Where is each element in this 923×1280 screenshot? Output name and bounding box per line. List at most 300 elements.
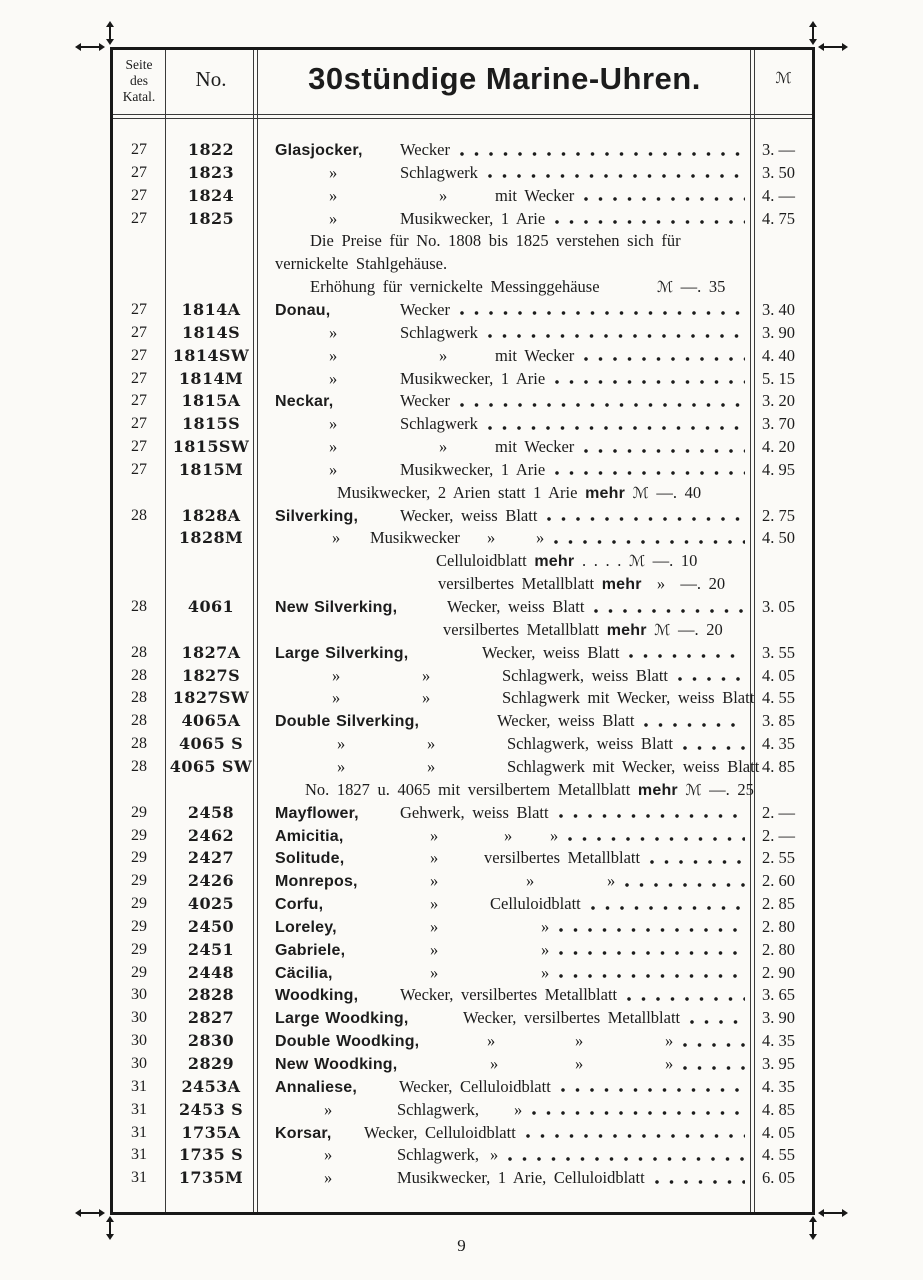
description-segment: Gabriele, [275, 941, 346, 959]
page-title: 30stündige Marine-Uhren. [308, 61, 701, 96]
table-row [113, 138, 812, 161]
registration-mark-top-right-h [821, 46, 845, 48]
price-cell: 4. — [762, 185, 795, 205]
description-cell [275, 846, 750, 869]
price-cell: 4. 40 [762, 345, 795, 365]
description-segment: mit Wecker [495, 185, 575, 205]
description-segment: Schlagwerk [400, 322, 478, 342]
description-segment: Corfu, [275, 896, 324, 914]
table-row [113, 892, 812, 915]
catalog-page-cell: 27 [131, 323, 147, 341]
price-cell: 4. 20 [762, 437, 795, 457]
price-cell: 4. 05 [762, 665, 795, 685]
item-number-cell: 1828M [178, 528, 244, 548]
price-cell: 2. — [762, 802, 795, 822]
catalog-page-cell: 28 [131, 735, 147, 753]
description-segment: Musikwecker, 1 Arie [400, 459, 546, 479]
description-segment: » [439, 345, 448, 365]
item-number-cell: 2451 [187, 939, 235, 959]
mark-currency-symbol: ℳ [685, 780, 702, 799]
dot-leader [625, 869, 745, 892]
catalog-page-cell: 31 [131, 1146, 147, 1164]
header-rule-a [113, 114, 812, 115]
description-cell [275, 595, 750, 618]
table-row [113, 412, 812, 435]
description-cell [275, 961, 750, 984]
description-segment: vernickelte Stahlgehäuse. [275, 254, 448, 274]
price-cell: 2. — [762, 825, 795, 845]
price-cell: 4. 50 [762, 528, 795, 548]
description-cell [275, 435, 750, 458]
description-cell [275, 778, 754, 801]
dot-leader [568, 824, 745, 847]
catalog-page-cell: 30 [131, 1032, 147, 1050]
description-cell [275, 252, 750, 275]
description-segment: Musikwecker, 1 Arie [400, 368, 546, 388]
dot-leader [559, 915, 745, 938]
dot-leader [488, 412, 745, 435]
description-segment: Glasjocker, [275, 142, 363, 159]
dot-leader [547, 504, 745, 527]
note-row [113, 252, 812, 275]
price-cell: 2. 55 [762, 848, 795, 868]
catalog-page-cell: 29 [131, 803, 147, 821]
description-segment: Schlagwerk, weiss Blatt [502, 665, 669, 685]
dot-leader [460, 389, 745, 412]
item-number-cell: 1815M [178, 459, 244, 479]
price-cell: 2. 90 [762, 962, 795, 982]
description-cell [275, 321, 750, 344]
table-row [113, 389, 812, 412]
dot-leader [683, 1029, 745, 1052]
description-segment: Cäcilia, [275, 964, 333, 982]
registration-mark-top-right-v [812, 24, 814, 42]
note-row [113, 778, 812, 801]
description-cell [275, 755, 760, 778]
dot-leader [559, 801, 745, 824]
header-number-column: No. [195, 67, 227, 91]
dot-leader [678, 664, 745, 687]
dot-leader [526, 1121, 745, 1144]
description-cell [275, 161, 750, 184]
item-number-cell: 1735M [178, 1168, 244, 1188]
item-number-cell: 4065 SW [169, 756, 253, 776]
catalog-page-cell: 28 [131, 506, 147, 524]
price-cell: 4. 35 [762, 734, 795, 754]
description-segment: » [427, 734, 436, 754]
catalog-page-cell: 30 [131, 986, 147, 1004]
item-number-cell: 2426 [187, 871, 235, 891]
item-number-cell: 1814M [178, 368, 244, 388]
catalog-page-cell: 29 [131, 917, 147, 935]
dot-leader [584, 435, 745, 458]
description-segment: Schlagwerk mit Wecker, weiss Blatt [507, 756, 760, 776]
description-segment: » [665, 1031, 674, 1051]
description-segment: Silverking, [275, 507, 359, 525]
description-segment: versilbertes Metallblatt [484, 848, 641, 868]
item-number-cell: 2458 [187, 802, 235, 822]
description-cell [275, 983, 750, 1006]
item-number-cell: 2448 [187, 962, 235, 982]
item-number-cell: 4065A [181, 711, 241, 731]
description-cell [275, 1166, 750, 1189]
description-segment: » [329, 162, 338, 182]
price-cell: 3. 55 [762, 642, 795, 662]
dot-leader [559, 938, 745, 961]
description-cell [275, 801, 750, 824]
description-segment: Woodking, [275, 987, 359, 1005]
description-segment: » [526, 871, 535, 891]
catalog-page-cell: 29 [131, 895, 147, 913]
description-cell [275, 1006, 750, 1029]
description-segment: » [430, 894, 439, 914]
description-segment: Schlagwerk [400, 414, 478, 434]
description-segment: Celluloidblatt [490, 894, 581, 914]
description-segment: » [430, 848, 439, 868]
dot-leader [629, 641, 745, 664]
price-cell: 2. 75 [762, 505, 795, 525]
table-row [113, 1098, 812, 1121]
description-cell [275, 367, 750, 390]
description-segment: Celluloidblatt mehr . . . . ℳ —. 10 [436, 551, 698, 571]
dot-leader [584, 184, 745, 207]
page-number: 9 [457, 1236, 466, 1255]
description-cell [275, 344, 750, 367]
description-segment: » [422, 688, 431, 708]
description-segment: Wecker, Celluloidblatt [399, 1076, 551, 1096]
description-cell [275, 207, 750, 230]
registration-mark-top-left-v [109, 24, 111, 42]
catalog-page-cell: 31 [131, 1077, 147, 1095]
catalog-page-cell: 28 [131, 643, 147, 661]
table-frame [110, 47, 815, 1215]
description-segment: » [665, 1054, 674, 1073]
description-segment: » [575, 1031, 584, 1051]
price-cell: 3. 40 [762, 299, 795, 319]
description-segment: versilbertes Metallblatt mehr » —. 20 [438, 574, 726, 594]
description-segment: Annaliese, [275, 1078, 358, 1096]
item-number-cell: 1815S [181, 414, 241, 434]
dot-leader [584, 344, 745, 367]
description-segment: » [430, 939, 439, 959]
description-segment: » [541, 962, 550, 982]
description-cell [275, 412, 750, 435]
table-row [113, 869, 812, 892]
description-segment: Large Silverking, [275, 644, 409, 662]
table-row [113, 1121, 812, 1144]
description-segment: » [329, 208, 338, 228]
description-segment: » [337, 734, 346, 754]
table-row [113, 595, 812, 618]
description-segment: Schlagwerk [400, 162, 478, 182]
description-segment: » [337, 756, 346, 776]
dot-leader [532, 1098, 745, 1121]
mark-currency-symbol: ℳ [654, 620, 671, 639]
catalog-page-cell: 28 [131, 757, 147, 775]
price-cell: 4. 95 [762, 459, 795, 479]
price-cell: 3. 85 [762, 711, 795, 731]
table-row [113, 298, 812, 321]
description-segment: Wecker [400, 140, 450, 159]
description-segment: Double Silverking, [275, 713, 420, 731]
item-number-cell: 1814A [181, 299, 241, 319]
description-cell [275, 572, 750, 595]
price-cell: 3. 70 [762, 414, 795, 434]
description-cell [275, 618, 750, 641]
description-cell [275, 526, 750, 549]
table-row [113, 207, 812, 230]
description-cell [275, 275, 750, 298]
description-cell [275, 1075, 750, 1098]
description-segment: » [329, 185, 338, 205]
description-segment: Solitude, [275, 850, 345, 868]
description-segment: » [430, 825, 439, 845]
catalog-page-cell: 27 [131, 141, 147, 158]
description-segment: » [514, 1099, 523, 1119]
item-number-cell: 2450 [187, 916, 235, 936]
description-segment: » [329, 368, 338, 388]
dot-leader [555, 207, 745, 230]
table-row [113, 1029, 812, 1052]
price-cell: 4. 55 [762, 688, 795, 708]
description-segment: Wecker, weiss Blatt [482, 642, 620, 662]
catalog-page-cell: 27 [131, 209, 147, 227]
description-segment: Schlagwerk mit Wecker, weiss Blatt [502, 688, 755, 708]
description-segment: Wecker, Celluloidblatt [364, 1122, 516, 1142]
price-cell: 4. 75 [762, 208, 795, 228]
description-cell [275, 732, 750, 755]
description-cell [275, 504, 750, 527]
dot-leader [650, 846, 745, 869]
table-row [113, 344, 812, 367]
dot-leader [488, 161, 745, 184]
price-cell: 4. 55 [762, 1145, 795, 1165]
item-number-cell: 2427 [187, 848, 235, 868]
registration-mark-bottom-right-v [812, 1219, 814, 1237]
description-cell [275, 869, 750, 892]
dot-leader [555, 367, 745, 390]
price-cell: 3. 50 [762, 162, 795, 182]
description-segment: » [430, 962, 439, 982]
catalog-page-cell: 29 [131, 826, 147, 844]
catalog-page-cell: 27 [131, 300, 147, 318]
table-row [113, 1143, 812, 1166]
dot-leader [559, 961, 745, 984]
description-segment: New Woodking, [275, 1056, 398, 1073]
description-segment: Donau, [275, 301, 331, 319]
description-cell [275, 1052, 750, 1075]
item-number-cell: 1824 [187, 185, 235, 205]
description-segment: No. 1827 u. 4065 mit versilbertem Metallblatt mehr ℳ —. 25 [305, 779, 754, 799]
description-cell [275, 184, 750, 207]
description-segment: Double Woodking, [275, 1033, 420, 1051]
item-number-cell: 2453 S [178, 1099, 244, 1119]
description-segment: Schlagwerk, [397, 1145, 480, 1165]
item-number-cell: 1815SW [172, 437, 250, 457]
item-number-cell: 1735 S [178, 1145, 244, 1165]
description-cell [275, 664, 750, 687]
dot-leader [561, 1075, 745, 1098]
dot-leader [594, 595, 745, 618]
catalog-page-cell: 30 [131, 1009, 147, 1027]
catalog-page-cell: 28 [131, 666, 147, 684]
dot-leader [683, 1052, 745, 1075]
price-cell: 2. 60 [762, 871, 795, 891]
table-row [113, 801, 812, 824]
price-cell: 3. 90 [762, 322, 795, 342]
description-segment: Wecker, versilbertes Metallblatt [400, 985, 618, 1005]
description-segment: Musikwecker, 2 Arien statt 1 Arie mehr ℳ —. 40 [337, 482, 702, 502]
catalog-page-cell: 27 [131, 415, 147, 433]
description-segment: Wecker, weiss Blatt [497, 711, 635, 731]
description-cell [275, 138, 750, 161]
header-catalog-page-line3: Katal. [122, 89, 156, 104]
description-cell [275, 549, 750, 572]
description-segment: » [550, 825, 559, 845]
description-segment: Schlagwerk, weiss Blatt [507, 734, 674, 754]
item-number-cell: 2829 [187, 1054, 235, 1073]
table-row [113, 367, 812, 390]
description-segment: mit Wecker [495, 345, 575, 365]
item-number-cell: 4065 S [178, 734, 244, 754]
description-segment: Korsar, [275, 1124, 332, 1142]
catalog-page-cell: 27 [131, 346, 147, 364]
price-cell: 3. 05 [762, 597, 795, 616]
price-cell: 3. 95 [762, 1054, 795, 1073]
description-segment: » [332, 665, 341, 685]
registration-mark-top-left-h [78, 46, 102, 48]
price-cell: 4. 85 [762, 756, 795, 776]
dot-leader [627, 983, 745, 1006]
dot-leader [655, 1166, 745, 1189]
item-number-cell: 2830 [187, 1031, 235, 1051]
price-cell: 3. 65 [762, 985, 795, 1005]
header-rule-b [113, 118, 812, 119]
description-cell [275, 389, 750, 412]
item-number-cell: 1814SW [172, 345, 250, 365]
dot-leader [554, 526, 745, 549]
description-segment: » [329, 322, 338, 342]
price-cell: 3. 90 [762, 1008, 795, 1028]
catalog-page-cell: 27 [131, 369, 147, 387]
description-segment: » [575, 1054, 584, 1073]
dot-leader [460, 298, 745, 321]
header-catalog-page-column [113, 57, 165, 105]
description-segment: Mayflower, [275, 804, 359, 822]
dot-leader [508, 1143, 745, 1166]
item-number-cell: 1822 [187, 140, 235, 159]
description-cell [275, 481, 750, 504]
item-number-cell: 2828 [187, 985, 235, 1005]
price-cell: 2. 80 [762, 939, 795, 959]
description-cell [275, 458, 750, 481]
catalog-page-cell: 29 [131, 872, 147, 890]
mark-currency-symbol: ℳ [632, 483, 649, 502]
table-row [113, 1052, 812, 1075]
catalog-page-cell: 29 [131, 940, 147, 958]
description-segment: » [487, 1031, 496, 1051]
item-number-cell: 1735A [181, 1122, 241, 1142]
note-row [113, 549, 812, 572]
table-row [113, 755, 812, 778]
dot-leader [644, 709, 745, 732]
price-cell: 4. 85 [762, 1099, 795, 1119]
price-cell: 2. 85 [762, 894, 795, 914]
description-segment: » [427, 756, 436, 776]
table-row [113, 983, 812, 1006]
description-cell [275, 298, 750, 321]
description-segment: » [439, 437, 448, 457]
description-segment: » [329, 459, 338, 479]
item-number-cell: 2453A [181, 1076, 241, 1096]
description-segment: » [324, 1099, 333, 1119]
description-segment: » [430, 871, 439, 891]
description-cell [275, 1143, 750, 1166]
description-segment: » [422, 665, 431, 685]
description-cell [275, 1098, 750, 1121]
catalog-page-cell: 31 [131, 1169, 147, 1187]
catalog-page-cell: 27 [131, 163, 147, 181]
description-segment: mit Wecker [495, 437, 575, 457]
dot-leader [488, 321, 745, 344]
description-segment: ℳ —. 35 [657, 277, 726, 297]
description-segment: Schlagwerk, [397, 1099, 480, 1119]
price-cell: 2. 80 [762, 916, 795, 936]
dot-leader [690, 1006, 745, 1029]
description-segment: » [536, 528, 545, 548]
table-row [113, 458, 812, 481]
table-row [113, 961, 812, 984]
description-segment: » [324, 1168, 333, 1188]
mark-currency-symbol: ℳ [628, 552, 645, 571]
price-cell: 6. 05 [762, 1168, 795, 1188]
description-cell [275, 641, 750, 664]
description-segment: » [541, 939, 550, 959]
description-segment: Amicitia, [275, 827, 344, 845]
catalog-page-cell: 27 [131, 392, 147, 410]
table-row [113, 686, 812, 709]
catalog-page-cell: 27 [131, 460, 147, 478]
table-row [113, 732, 812, 755]
catalog-page-cell: 27 [131, 186, 147, 204]
description-segment: Erhöhung für vernickelte Messinggehäuse [310, 277, 600, 297]
dot-leader [555, 458, 745, 481]
description-segment: » [329, 414, 338, 434]
description-segment: » [332, 528, 341, 548]
note-row [113, 481, 812, 504]
item-number-cell: 1815A [181, 391, 241, 411]
description-cell [275, 1029, 750, 1052]
description-segment: » [439, 185, 448, 205]
description-segment: Wecker [400, 299, 450, 319]
description-segment: » [329, 437, 338, 457]
description-segment: » [487, 528, 496, 548]
description-segment: » [490, 1145, 499, 1165]
description-segment: Wecker, versilbertes Metallblatt [463, 1008, 681, 1028]
description-segment: Neckar, [275, 393, 334, 411]
description-segment: Monrepos, [275, 873, 358, 891]
note-row [113, 229, 812, 252]
description-segment: New Silverking, [275, 599, 398, 616]
item-number-cell: 1823 [187, 162, 235, 182]
catalog-page-cell: 30 [131, 1055, 147, 1072]
description-segment: Large Woodking, [275, 1010, 409, 1028]
price-cell: 3. — [762, 140, 795, 159]
description-segment: versilbertes Metallblatt mehr ℳ —. 20 [443, 619, 723, 639]
catalog-page-cell: 28 [131, 598, 147, 615]
item-number-cell: 2462 [187, 825, 235, 845]
table-row [113, 915, 812, 938]
